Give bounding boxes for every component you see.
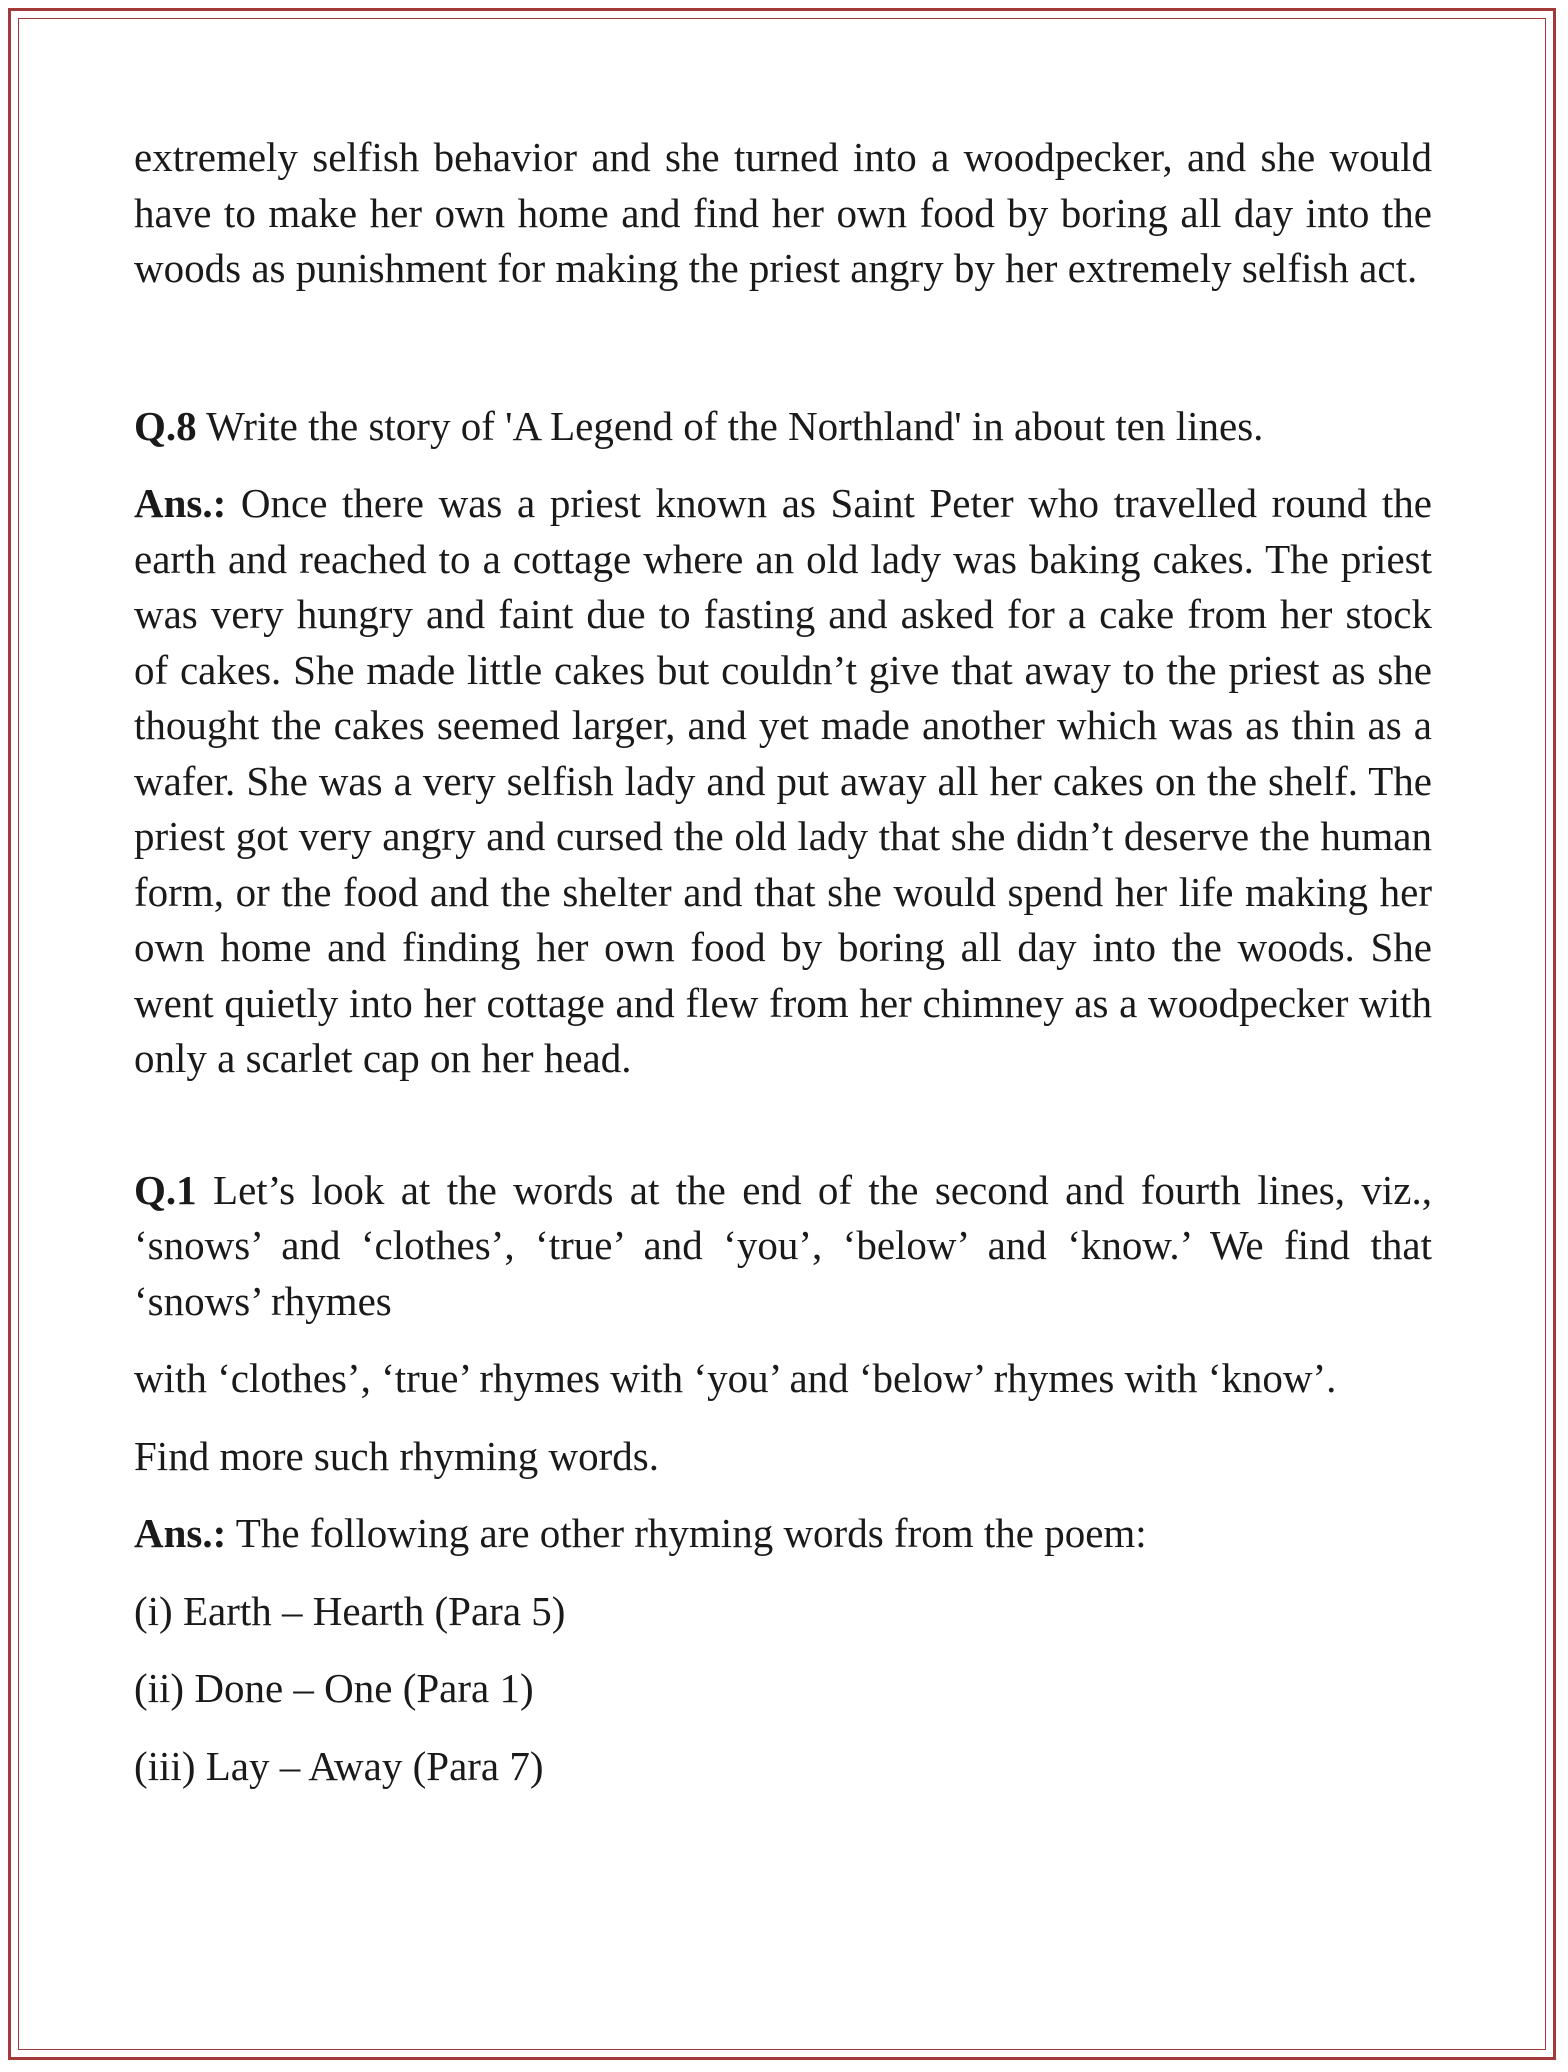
q1-question-part1 (134, 1163, 1432, 1330)
q8-label: Q.8 (134, 402, 197, 449)
q1-ans-label: Ans.: (134, 1510, 227, 1556)
q1-question-part3: Find more such rhyming words. (134, 1432, 659, 1479)
q8-answer-text: Once there was a priest known as Saint Peter who travelled round the earth and reached to a cottage where an old lady was baking cakes. The priest was very hungry and faint due to fasting and asked for a cake from her stock of cakes. She made little cakes but couldn’t give that away to the priest as she thought the cakes seemed larger, and yet made another which was as thin as a wafer. She was a very selfish lady and put away all her cakes on the shelf. The priest got very angry and cursed the old lady that she didn’t deserve the human form, or the food and the shelter and that she would spend her life making her own home and finding her own food by boring all day into the woods. She went quietly into her cottage and flew from her chimney as a woodpecker with only a scarlet cap on her head. (134, 480, 1432, 1081)
q8-question-text: Write the story of 'A Legend of the Northland' in about ten lines. (196, 402, 1264, 449)
q1-question-part2: with ‘clothes’, ‘true’ rhymes with ‘you’ and ‘below’ rhymes with ‘know’. (134, 1355, 1337, 1401)
q8-ans-label: Ans.: (134, 480, 227, 526)
rhyme-item-1: (i) Earth – Hearth (Para 5) (134, 1587, 566, 1634)
q1-question-text: Let’s look at the words at the end of the second and fourth lines, viz., ‘snows’ and ‘clothes’, ‘true’ and ‘you’, ‘below’ and ‘know.’ We find that ‘snows’ rhymes (134, 1166, 1432, 1324)
q1-answer (134, 1506, 1432, 1562)
page-content (134, 130, 1432, 1794)
q1-answer-intro: The following are other rhyming words from the poem: (226, 1510, 1147, 1556)
rhyme-item-3: (iii) Lay – Away (Para 7) (134, 1742, 544, 1789)
q8-question (134, 399, 1432, 455)
q8-answer (134, 476, 1432, 1087)
intro-paragraph: extremely selfish behavior and she turned into a woodpecker, and she would have to make her own home and find her own food by boring all day into the woods as punishment for making the priest angry by her extremely selfish act. (134, 134, 1432, 291)
q1-label: Q.1 (134, 1166, 197, 1213)
rhyme-item-2: (ii) Done – One (Para 1) (134, 1665, 534, 1711)
